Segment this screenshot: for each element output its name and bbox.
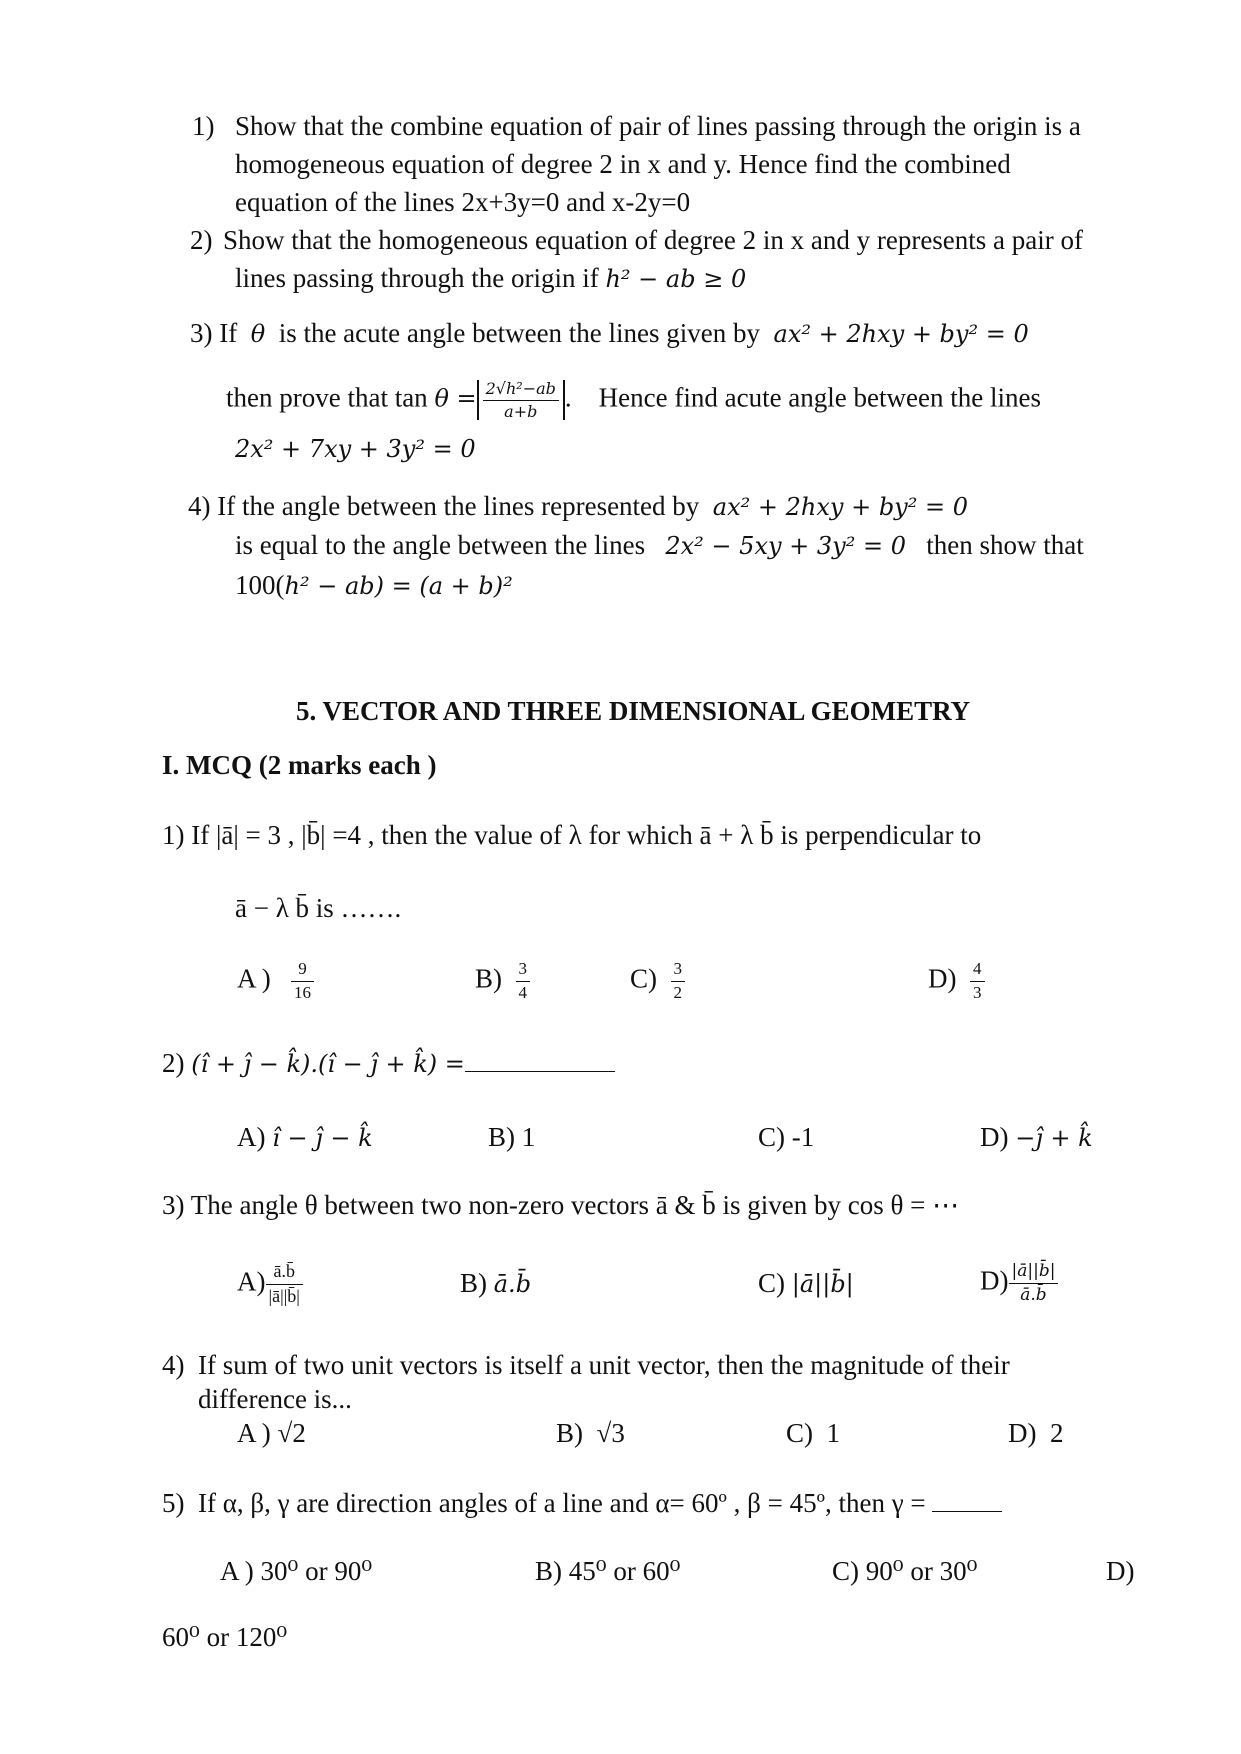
question-text: If α, β, γ are direction angles of a line and α= 60º , β = 45º, then γ =: [198, 1488, 926, 1518]
option-c[interactable]: [832, 1556, 977, 1587]
answer-blank[interactable]: [932, 1511, 1002, 1512]
question-number: 2): [162, 1048, 185, 1078]
fraction: [516, 960, 531, 1002]
question-number: 4): [162, 1350, 185, 1380]
option-label: D): [980, 1265, 1009, 1296]
math-equation: ax² + 2hxy + by² = 0: [712, 493, 968, 521]
question-number: 1): [162, 820, 185, 850]
fraction-denominator: a+b: [504, 401, 538, 421]
math-expression: h² − ab) = (a + b)²: [284, 572, 513, 600]
math-equation: 2x² − 5xy + 3y² = 0: [665, 532, 906, 560]
question-number: 4): [188, 491, 211, 521]
math-equation: [235, 570, 513, 601]
question-line: [226, 380, 1041, 420]
option-a[interactable]: [237, 1262, 303, 1307]
math-prefix: 100(: [235, 570, 285, 600]
option-a[interactable]: [237, 1418, 306, 1449]
math-equation: 2x² + 7xy + 3y² = 0: [235, 435, 476, 463]
option-label: A ): [237, 1418, 271, 1448]
option-c[interactable]: [786, 1418, 840, 1449]
fraction: [671, 960, 686, 1002]
question-text: If |ā| = 3 ,: [191, 820, 295, 850]
fraction: [291, 960, 314, 1002]
fraction-denominator: |ā||b̄|: [268, 1285, 300, 1306]
question-line: homogeneous equation of degree 2 in x and y. Hence find the combined: [235, 149, 1011, 179]
option-c[interactable]: [758, 1268, 854, 1299]
fraction: [970, 960, 985, 1002]
question-line: difference is...: [198, 1384, 352, 1414]
fraction-numerator: 3: [671, 960, 686, 982]
option-label: B): [488, 1122, 515, 1152]
option-value: î − ĵ − k̂: [272, 1124, 373, 1152]
fraction-numerator: ā.b̄: [266, 1262, 303, 1285]
question-number: 3): [190, 318, 213, 348]
fraction-denominator: 4: [518, 982, 527, 1002]
fraction-numerator: 9: [291, 960, 314, 982]
question-number: 2): [190, 225, 213, 255]
fraction-numerator: 2√h²−ab: [483, 380, 559, 401]
option-label: A): [237, 1266, 266, 1297]
question-number: 5): [162, 1488, 185, 1518]
option-a[interactable]: [220, 1556, 372, 1587]
question-text: then show that: [926, 530, 1084, 560]
option-b[interactable]: [488, 1122, 535, 1153]
fraction-denominator: 16: [294, 982, 311, 1002]
option-label: B): [460, 1268, 487, 1298]
fraction: [1009, 1262, 1059, 1304]
fraction: [483, 380, 559, 420]
question-line: [162, 1350, 1010, 1381]
option-label: B): [535, 1556, 562, 1586]
option-c[interactable]: [630, 960, 685, 1002]
option-label: B): [556, 1418, 583, 1448]
option-b[interactable]: [475, 960, 530, 1002]
option-value: |ā||b̄|: [791, 1270, 854, 1298]
fraction-numerator: 4: [970, 960, 985, 982]
option-label: A ): [220, 1556, 254, 1586]
option-d[interactable]: [980, 1262, 1058, 1304]
question-line: [162, 1488, 1002, 1519]
question-line: ā − λ b̄ is …….: [235, 893, 402, 923]
fraction: [266, 1262, 303, 1307]
option-value: -1: [791, 1122, 815, 1152]
option-b[interactable]: [460, 1268, 531, 1299]
question-text: |b̄| =4 , then the value of λ for which ā + λ b̄ is perpendicular to: [301, 820, 982, 850]
option-d[interactable]: [1008, 1418, 1064, 1449]
option-label: D): [1008, 1418, 1037, 1448]
option-label: A): [237, 1122, 266, 1152]
option-label: D): [928, 963, 957, 994]
option-d-value[interactable]: 60⁰ or 120⁰: [162, 1622, 288, 1652]
question-line: [162, 1048, 615, 1079]
option-value: 90⁰ or 30⁰: [865, 1556, 978, 1586]
option-value: 45⁰ or 60⁰: [568, 1556, 681, 1586]
option-value: 2: [1050, 1418, 1064, 1448]
question-number: 1): [192, 111, 215, 141]
question-line: [235, 263, 746, 294]
question-text: Hence find acute angle between the lines: [598, 382, 1041, 413]
option-value: √3: [596, 1418, 625, 1448]
option-label: A ): [237, 963, 271, 994]
math-condition: h² − ab ≥ 0: [605, 265, 747, 293]
question-text: then prove that tan: [226, 382, 428, 413]
section-title: 5. VECTOR AND THREE DIMENSIONAL GEOMETRY: [296, 696, 971, 726]
fraction-denominator: 2: [673, 982, 682, 1002]
fraction-denominator: ā.b̄: [1020, 1284, 1047, 1305]
question-line: [190, 318, 1029, 349]
option-label: C): [630, 963, 657, 994]
option-b[interactable]: [556, 1418, 625, 1449]
option-label: C): [832, 1556, 859, 1586]
math-expression: (î + ĵ − k̂).(î − ĵ + k̂) =: [191, 1050, 465, 1078]
question-line: Show that the homogeneous equation of degree 2 in x and y represents a pair of: [223, 225, 1084, 255]
option-value: −ĵ + k̂: [1015, 1124, 1093, 1152]
question-line: [235, 530, 1084, 561]
option-c[interactable]: [758, 1122, 814, 1153]
question-number: 3): [162, 1190, 185, 1220]
option-label: C): [786, 1418, 813, 1448]
question-line: Show that the combine equation of pair of lines passing through the origin is a: [235, 111, 1081, 141]
question-text: is equal to the angle between the lines: [235, 530, 646, 560]
fraction-denominator: 3: [973, 982, 982, 1002]
theta-symbol: θ: [250, 320, 266, 348]
question-line: [188, 491, 968, 522]
tan-theta: θ =: [434, 384, 477, 413]
question-line: [162, 1190, 959, 1221]
question-text: If the angle between the lines represented by: [217, 491, 700, 521]
question-text: If sum of two unit vectors is itself a unit vector, then the magnitude of their: [198, 1350, 1010, 1380]
option-value: 1: [521, 1122, 536, 1152]
option-value: ā.b̄: [493, 1270, 532, 1298]
fraction-numerator: 3: [516, 960, 531, 982]
option-d[interactable]: [980, 1122, 1093, 1153]
option-value: √2: [277, 1418, 306, 1448]
option-label: B): [475, 963, 502, 994]
option-value: 30⁰ or 90⁰: [260, 1556, 373, 1586]
option-d[interactable]: [928, 960, 985, 1002]
option-value: 1: [826, 1418, 840, 1448]
period: .: [564, 382, 572, 413]
math-equation: ax² + 2hxy + by² = 0: [773, 320, 1029, 348]
answer-blank[interactable]: [465, 1071, 615, 1072]
option-d-label[interactable]: D): [1106, 1556, 1135, 1586]
section-subtitle: I. MCQ (2 marks each ): [162, 750, 437, 780]
absolute-value-fraction: [477, 380, 565, 420]
question-line: [162, 820, 981, 851]
question-text: lines passing through the origin if: [235, 263, 599, 293]
option-a[interactable]: [237, 1122, 373, 1153]
option-label: C): [758, 1122, 785, 1152]
question-text: is the acute angle between the lines given by: [278, 318, 761, 348]
option-b[interactable]: [535, 1556, 680, 1587]
question-text: The angle θ between two non-zero vectors ā & b̄ is given by cos θ = ⋯: [190, 1190, 960, 1220]
option-label: D): [980, 1122, 1009, 1152]
fraction-numerator: |ā||b̄|: [1009, 1262, 1059, 1284]
option-a[interactable]: [237, 960, 314, 1002]
question-line: equation of the lines 2x+3y=0 and x-2y=0: [235, 187, 691, 217]
option-label: C): [758, 1268, 785, 1298]
question-text: If: [219, 318, 238, 348]
